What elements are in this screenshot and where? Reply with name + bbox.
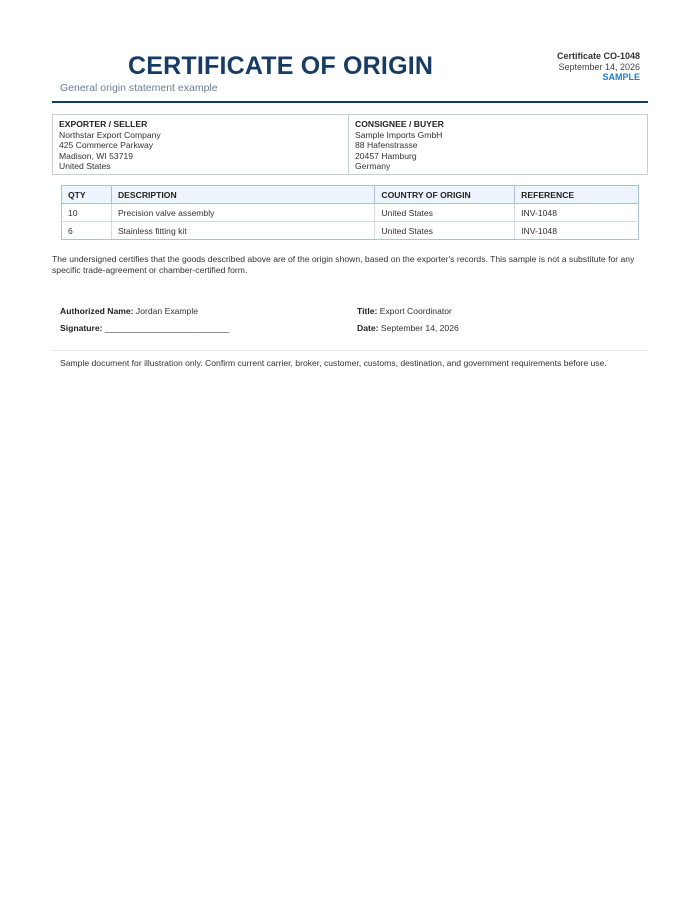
authorized-name-label: Authorized Name: xyxy=(60,306,134,316)
date-value: September 14, 2026 xyxy=(380,323,459,333)
consignee-country: Germany xyxy=(355,161,391,172)
consignee-city: 20457 Hamburg xyxy=(355,150,417,161)
authorized-name-field xyxy=(60,306,198,316)
document-title: CERTIFICATE OF ORIGIN xyxy=(128,52,434,80)
title-field xyxy=(357,306,452,316)
consignee-section xyxy=(349,115,647,174)
header-divider xyxy=(52,101,648,103)
table-row xyxy=(62,204,639,222)
exporter-section xyxy=(53,115,349,174)
cell-reference: INV-1048 xyxy=(515,222,639,240)
cell-country: United States xyxy=(375,204,515,222)
table-row xyxy=(62,222,639,240)
title-value: Export Coordinator xyxy=(379,306,452,316)
cell-description: Stainless fitting kit xyxy=(111,222,374,240)
table-header-row xyxy=(62,186,639,204)
goods-table xyxy=(61,185,639,240)
consignee-street: 88 Hafenstrasse xyxy=(355,140,418,151)
parties-box xyxy=(52,114,648,175)
certificate-id: Certificate CO-1048 xyxy=(556,51,640,61)
exporter-heading: EXPORTER / SELLER xyxy=(59,119,148,129)
consignee-heading: CONSIGNEE / BUYER xyxy=(355,119,444,129)
exporter-country: United States xyxy=(59,161,111,172)
sample-badge: SAMPLE xyxy=(602,72,640,82)
authorized-name-value: Jordan Example xyxy=(135,306,199,316)
certificate-meta xyxy=(557,51,640,83)
document-subtitle: General origin statement example xyxy=(60,82,218,94)
cell-description: Precision valve assembly xyxy=(111,204,374,222)
signature-field xyxy=(60,323,229,333)
signature-label: Signature: xyxy=(60,323,103,333)
exporter-city: Madison, WI 53719 xyxy=(59,150,134,161)
date-field xyxy=(357,323,459,333)
title-label: Title: xyxy=(357,306,378,316)
column-header-description: DESCRIPTION xyxy=(111,186,374,204)
cell-qty: 6 xyxy=(62,222,112,240)
cell-qty: 10 xyxy=(62,204,112,222)
cell-reference: INV-1048 xyxy=(515,204,639,222)
column-header-qty: QTY xyxy=(62,186,112,204)
exporter-name: Northstar Export Company xyxy=(59,129,161,140)
date-label: Date: xyxy=(357,323,379,333)
disclaimer-footnote: Sample document for illustration only. Confirm current carrier, broker, customer, customs, destination, and government requirements before use. xyxy=(60,358,607,368)
footer-divider xyxy=(52,350,648,351)
column-header-country: COUNTRY OF ORIGIN xyxy=(375,186,515,204)
consignee-name: Sample Imports GmbH xyxy=(355,129,443,140)
certification-statement: The undersigned certifies that the goods described above are of the origin shown, based on the exporter's records. This sample is not a substitute for any specific trade-agreement or chamber-certified form. xyxy=(52,254,635,275)
exporter-street: 425 Commerce Parkway xyxy=(59,140,154,151)
signature-line: __________________________ xyxy=(104,323,230,333)
certificate-date: September 14, 2026 xyxy=(558,61,640,72)
cell-country: United States xyxy=(375,222,515,240)
column-header-reference: REFERENCE xyxy=(515,186,639,204)
